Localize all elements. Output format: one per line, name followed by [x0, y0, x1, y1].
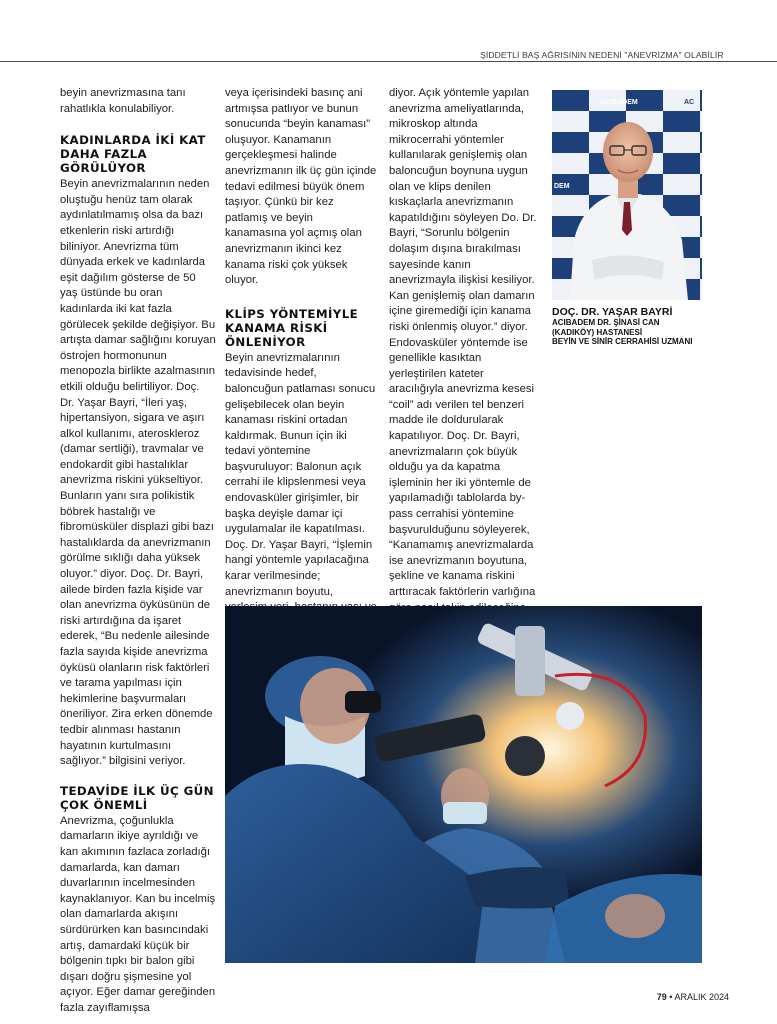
issue-date: ARALIK 2024 [674, 992, 729, 1002]
page-number: 79 [656, 992, 667, 1002]
text-column-2 [225, 86, 377, 663]
doctor-portrait-photo [552, 90, 702, 300]
text-column-3 [389, 86, 539, 647]
paragraph: Anevrizma, çoğunlukla damarların ikiye ayrıldığı ve kan akımının fazlaca zorladığı damarlarda, kan damarı duvarlarının incelmesinden kaynaklanıyor. Kan bu incelmiş olan damarlarda akışını sürdürürken kan basıncındaki artış, damardaki küçük bir bölgenin tıpkı bir balon gibi dışarı doğru şişmesine yol açıyor. Eğer damar gereğinden fazla zayıflamışsa [60, 814, 216, 1014]
paragraph: diyor. Açık yöntemle yapılan anevrizma ameliyatlarında, mikroskop altında mikrocerrahi yöntemler kullanılarak genişlemiş olan baloncuğun boynuna uygun olan ve klips denilen kıskaçlarla anevrizmanın kapatıldığını söyleyen Do. Dr. Bayri, “Sorunlu bölgenin dolaşım dışına bırakılması sayesinde kanın anevrizmayla ilişkisi kesiliyor. Kan genişlemiş olan damarın içine giremediği için kanama riski önlenmiş oluyor.” diyor. Endovasküler yöntemde ise genellikle kasıktan yerleştirilen kateter aracılığıyla anevrizma kesesi “coil” adı verilen tel benzeri madde ile doldurularak kapatılıyor. Doç. Dr. Bayri, anevrizmaların çok büyük olduğu ya da kapatma işleminin her iki yöntemle de yapılamadığı tablolarda by-pass cerrahisi yöntemine başvurulduğunu söyleyerek, “Kanamamış anevrizmalarda ise anevrizmanın boyutuna, şekline ve kanama riskini arttıracak faktörlerin varlığına [389, 87, 537, 598]
paragraph: beyin anevrizmasına tanı rahatlıkla konulabiliyor. [60, 87, 186, 115]
portrait-caption [552, 306, 712, 347]
hospital-line: (KADIKÖY) HASTANESİ [552, 327, 643, 337]
surgery-illustration [225, 606, 702, 963]
hospital-line: ACIBADEM DR. ŞİNASİ CAN [552, 318, 660, 327]
specialty-line: BEYİN VE SİNİR CERRAHİSİ UZMANI [552, 337, 693, 346]
running-head: ŞİDDETLİ BAŞ AĞRISININ NEDENİ "ANEVRİZMA" OLABİLİR [480, 50, 724, 60]
header-rule [0, 61, 777, 62]
text-column-1 [60, 86, 216, 1016]
backdrop-logo: DEM [554, 141, 570, 148]
surgery-photo [225, 606, 702, 963]
portrait-illustration [552, 90, 702, 300]
doctor-name: DOÇ. DR. YAŞAR BAYRİ [552, 306, 673, 318]
paragraph: veya içerisindeki basınç ani artmışsa patlıyor ve bunun sonucunda “beyin kanaması” oluşuyor. Kanamanın gerçekleşmesi halinde anevrizmanın ilk üç gün içinde tedavi edilmesi büyük önem taşıyor. Çünkü bir kez patlamış ve beyin kanamasına yol açmış olan anevrizmanın ikinci kez kanama riski çok yüksek oluyor. [225, 87, 377, 287]
section-heading: KADINLARDA İKİ KAT DAHA FAZLA GÖRÜLÜYOR [60, 133, 206, 176]
footer-separator: • [669, 992, 673, 1002]
section-heading: KLİPS YÖNTEMİYLE KANAMA RİSKİ ÖNLENİYOR [225, 306, 359, 349]
backdrop-logo: AC [684, 99, 695, 106]
backdrop-logo: DEM [554, 183, 570, 190]
backdrop-logo: ACIBADEM [600, 99, 638, 106]
page-footer [657, 992, 729, 1002]
section-heading: TEDAVİDE İLK ÜÇ GÜN ÇOK ÖNEMLİ [60, 783, 214, 812]
paragraph: Beyin anevrizmalarının tedavisinde hedef, baloncuğun patlaması sonucu gelişebilecek olan beyin kanaması riskini ortadan kaldırmak. Bunun için iki tedavi yöntemine başvuruluyor: Balonun açık cerrahi ile klipslenmesi veya endovasküler girişimler, bir başka deyişle damar içi uygulamalar ile kapatılması. Doç. Dr. Yaşar Bayri, “İşlemin hangi yöntemle yapılacağına karar verilmesinde; anevrizmanın boyutu, [225, 351, 376, 598]
paragraph: Beyin anevrizmalarının neden oluştuğu henüz tam olarak aydınlatılmamış olsa da bazı etkenlerin riski artırdığı biliniyor. Anevrizma tüm dünyada erkek ve kadınlarda eşit dağılım gösterse de 50 yaş üstünde bu oran kadınlarda iki kat fazla görülecek şekilde değişiyor. Bu artışta damar sağlığını koruyan östrojen hormonunun menopozla birlikte azalmasının etkili olduğu belirtiliyor. Doç. Dr. Yaşar Bayri, “İleri yaş, hipertansiyon, sigara ve aşırı alkol kullanımı, ateroskleroz (damar sertliği), travmalar ve endokardit gibi hastalıklar anevrizma riskini yükseltiyor. Bunların yanı sıra polikistik böbrek hastalığı ve fibromüsküler displazi gibi bazı hastalıklarda da anevrizmanın görülme sıklığı daha yüksek oluyor.” diyor. Doç. Dr. Bayri, ailede birden fazla kişide var olan anevrizma öyküsünün de riski artırdığına da işaret ederek, “Bu nedenle ailesinde fazla sayıda kişide anevrizma öyküsü olanların risk faktörleri ve tarama yapılması için hekimlerine başvurmaları öneriliyor. Zira erken dönemde tedbir alınması hastanın hayatının kurtulmasını sağlıyor.” bilgisini veriyor. [60, 178, 216, 768]
